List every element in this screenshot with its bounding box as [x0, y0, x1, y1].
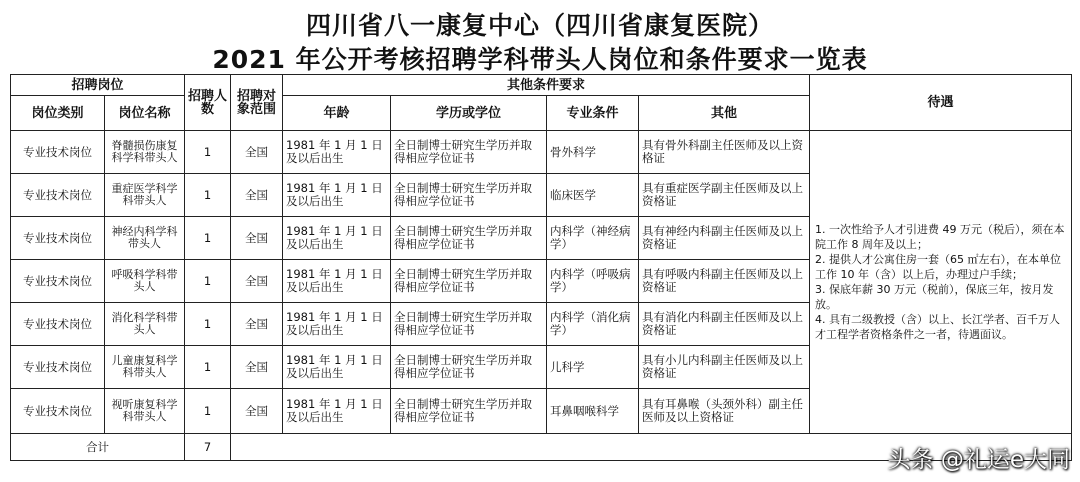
header-post-type: 岗位类别: [11, 96, 105, 131]
cell-count: 1: [185, 217, 231, 260]
header-benefit: 待遇: [810, 75, 1072, 131]
benefit-item: 2. 提供人才公寓住房一套（65 ㎡左右），在本单位工作 10 年（含）以上后，办理过户手续；: [815, 253, 1062, 281]
cell-age: 1981 年 1 月 1 日及以后出生: [283, 131, 391, 174]
cell-post-name: 儿童康复科学科带头人: [105, 346, 185, 389]
cell-major: 内科学（呼吸病学）: [547, 260, 639, 303]
header-other: 其他: [639, 96, 810, 131]
cell-age: 1981 年 1 月 1 日及以后出生: [283, 303, 391, 346]
cell-age: 1981 年 1 月 1 日及以后出生: [283, 389, 391, 434]
cell-post-name: 视听康复科学科带头人: [105, 389, 185, 434]
cell-other: 具有小儿内科副主任医师及以上资格证: [639, 346, 810, 389]
cell-scope: 全国: [231, 217, 283, 260]
cell-education: 全日制博士研究生学历并取得相应学位证书: [391, 389, 547, 434]
header-post-name: 岗位名称: [105, 96, 185, 131]
cell-post-name: 神经内科学科带头人: [105, 217, 185, 260]
cell-scope: 全国: [231, 260, 283, 303]
cell-age: 1981 年 1 月 1 日及以后出生: [283, 260, 391, 303]
cell-other: 具有消化内科副主任医师及以上资格证: [639, 303, 810, 346]
cell-post-name: 重症医学科学科带头人: [105, 174, 185, 217]
cell-age: 1981 年 1 月 1 日及以后出生: [283, 346, 391, 389]
benefit-cell: [810, 131, 1072, 434]
cell-other: 具有神经内科副主任医师及以上资格证: [639, 217, 810, 260]
header-education: 学历或学位: [391, 96, 547, 131]
cell-scope: 全国: [231, 174, 283, 217]
cell-education: 全日制博士研究生学历并取得相应学位证书: [391, 217, 547, 260]
cell-post-type: 专业技术岗位: [11, 174, 105, 217]
cell-count: 1: [185, 131, 231, 174]
cell-post-type: 专业技术岗位: [11, 260, 105, 303]
header-other-group: 其他条件要求: [283, 75, 810, 96]
cell-post-type: 专业技术岗位: [11, 131, 105, 174]
cell-major: 内科学（消化病学）: [547, 303, 639, 346]
table-row: [11, 131, 1072, 174]
cell-age: 1981 年 1 月 1 日及以后出生: [283, 217, 391, 260]
cell-major: 儿科学: [547, 346, 639, 389]
cell-post-name: 脊髓损伤康复科学科带头人: [105, 131, 185, 174]
header-age: 年龄: [283, 96, 391, 131]
benefit-item: 1. 一次性给予人才引进费 49 万元（税后），须在本院工作 8 周年及以上；: [815, 223, 1065, 251]
cell-education: 全日制博士研究生学历并取得相应学位证书: [391, 260, 547, 303]
cell-post-name: 呼吸科学科带头人: [105, 260, 185, 303]
header-scope: 招聘对象范围: [231, 75, 283, 131]
cell-major: 耳鼻咽喉科学: [547, 389, 639, 434]
header-post-group: 招聘岗位: [11, 75, 185, 96]
total-label: 合计: [11, 434, 185, 461]
cell-education: 全日制博士研究生学历并取得相应学位证书: [391, 174, 547, 217]
cell-count: 1: [185, 303, 231, 346]
cell-post-type: 专业技术岗位: [11, 389, 105, 434]
cell-major: 临床医学: [547, 174, 639, 217]
header-major: 专业条件: [547, 96, 639, 131]
watermark: 头条 @礼运e大同: [887, 447, 1070, 473]
document-title-line1: 四川省八一康复中心（四川省康复医院）: [305, 11, 774, 40]
cell-count: 1: [185, 389, 231, 434]
benefit-item: 3. 保底年薪 30 万元（税前），保底三年，按月发放。: [815, 283, 1054, 311]
total-count: 7: [185, 434, 231, 461]
cell-other: 具有呼吸内科副主任医师及以上资格证: [639, 260, 810, 303]
cell-scope: 全国: [231, 303, 283, 346]
cell-other: 具有重症医学副主任医师及以上资格证: [639, 174, 810, 217]
cell-count: 1: [185, 260, 231, 303]
header-count: 招聘人数: [185, 75, 231, 131]
cell-post-type: 专业技术岗位: [11, 346, 105, 389]
cell-education: 全日制博士研究生学历并取得相应学位证书: [391, 303, 547, 346]
cell-count: 1: [185, 346, 231, 389]
recruitment-table: [10, 74, 1072, 461]
document-title-line2: 2021 年公开考核招聘学科带头人岗位和条件要求一览表: [212, 45, 868, 74]
cell-count: 1: [185, 174, 231, 217]
cell-post-type: 专业技术岗位: [11, 303, 105, 346]
cell-post-name: 消化科学科带头人: [105, 303, 185, 346]
cell-age: 1981 年 1 月 1 日及以后出生: [283, 174, 391, 217]
cell-major: 骨外科学: [547, 131, 639, 174]
cell-other: 具有耳鼻喉（头颈外科）副主任医师及以上资格证: [639, 389, 810, 434]
cell-other: 具有骨外科副主任医师及以上资格证: [639, 131, 810, 174]
cell-scope: 全国: [231, 346, 283, 389]
cell-post-type: 专业技术岗位: [11, 217, 105, 260]
cell-scope: 全国: [231, 131, 283, 174]
cell-major: 内科学（神经病学）: [547, 217, 639, 260]
cell-education: 全日制博士研究生学历并取得相应学位证书: [391, 131, 547, 174]
cell-scope: 全国: [231, 389, 283, 434]
cell-education: 全日制博士研究生学历并取得相应学位证书: [391, 346, 547, 389]
benefit-item: 4. 具有二级教授（含）以上、长江学者、百千万人才工程学者资格条件之一者，待遇面议。: [815, 313, 1061, 341]
